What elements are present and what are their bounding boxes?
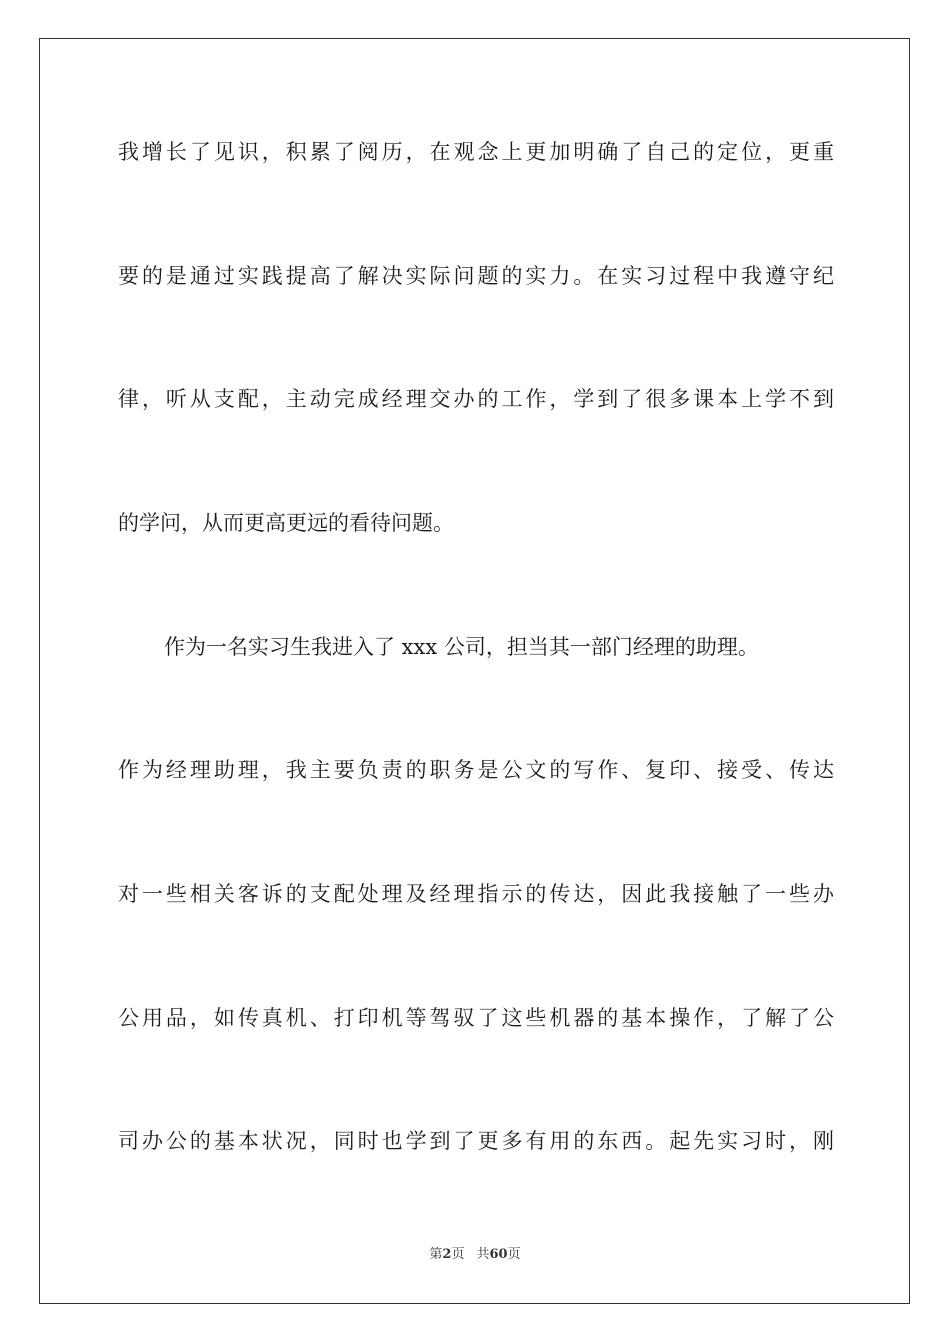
total-suffix: 页 bbox=[507, 1247, 521, 1262]
body-line-3: 律，听从支配，主动完成经理交办的工作，学到了很多课本上学不到 bbox=[118, 387, 834, 411]
total-pages: 60 bbox=[489, 1247, 508, 1262]
page-border bbox=[39, 38, 910, 1304]
body-line-4: 的学问，从而更高更远的看待问题。 bbox=[118, 511, 454, 535]
body-line-9: 司办公的基本状况，同时也学到了更多有用的东西。起先实习时，刚 bbox=[118, 1129, 834, 1153]
body-line-2: 要的是通过实践提高了解决实际问题的实力。在实习过程中我遵守纪 bbox=[118, 264, 834, 288]
body-line-8: 公用品，如传真机、打印机等驾驭了这些机器的基本操作，了解了公 bbox=[118, 1006, 834, 1030]
body-line-6: 作为经理助理，我主要负责的职务是公文的写作、复印、接受、传达 bbox=[118, 758, 834, 782]
total-prefix: 共 bbox=[476, 1247, 490, 1262]
page-footer bbox=[0, 1247, 950, 1263]
body-line-1: 我增长了见识，积累了阅历，在观念上更加明确了自己的定位，更重 bbox=[118, 140, 834, 164]
page-suffix: 页 bbox=[451, 1247, 465, 1262]
page-number: 2 bbox=[442, 1247, 452, 1262]
page-prefix: 第 bbox=[429, 1247, 443, 1262]
body-line-7: 对一些相关客诉的支配处理及经理指示的传达，因此我接触了一些办 bbox=[118, 882, 834, 906]
body-line-5: 作为一名实习生我进入了 xxx 公司，担当其一部门经理的助理。 bbox=[164, 635, 759, 659]
